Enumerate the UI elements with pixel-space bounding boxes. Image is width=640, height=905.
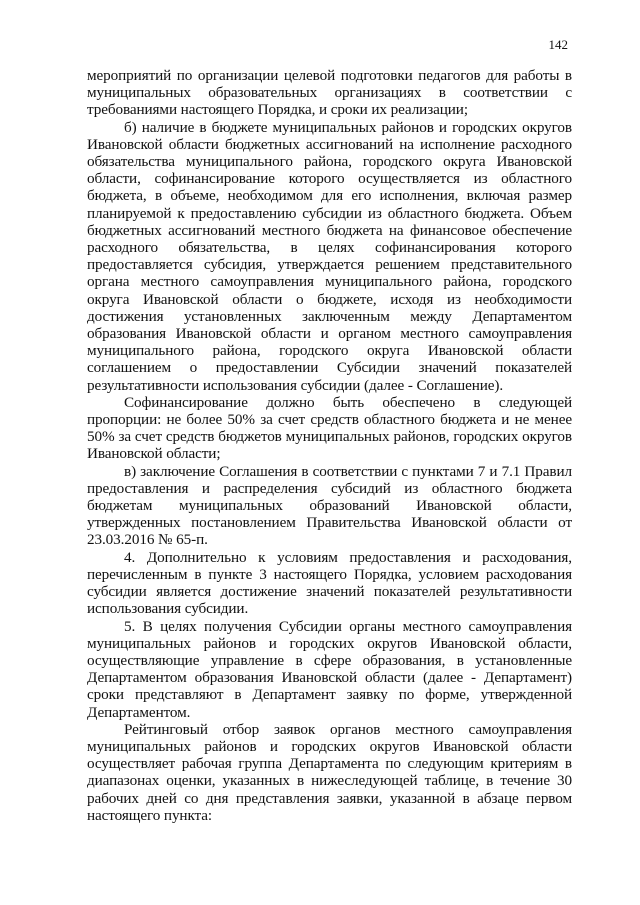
paragraph-cofinancing: Софинансирование должно быть обеспечено в следующей пропорции: не более 50% за счет средств областного бюджета и не менее 50% за счет средств бюджетов муниципальных районов, городских округов Ивановской области; (87, 393, 572, 463)
paragraph-continuation: мероприятий по организации целевой подготовки педагогов для работы в муниципальных образовательных организациях в соответствии с требованиями настоящего Порядка, и сроки их реализации; (87, 67, 572, 119)
paragraph-point-4: 4. Дополнительно к условиям предоставления и расходования, перечисленным в пункте 3 настоящего Порядка, условием расходования субсидии является достижение значений показателей результативности использования субсидии. (87, 548, 572, 618)
paragraph-rating-selection: Рейтинговый отбор заявок органов местного самоуправления муниципальных районов и городских округов Ивановской области осуществляет рабочая группа Департамента по следующим критериям в диапазонах оценки, указанных в нижеследующей таблице, в течение 30 рабочих дней со дня представления заявки, указанной в абзаце первом настоящего пункта: (87, 720, 572, 824)
paragraph-item-v: в) заключение Соглашения в соответствии с пунктами 7 и 7.1 Правил предоставления и распределения субсидий из областного бюджета бюджетам муниципальных образований Ивановской области, утвержденных постановлением Правительства Ивановской области от 23.03.2016 № 65-п. (87, 462, 572, 549)
paragraph-point-5: 5. В целях получения Субсидии органы местного самоуправления муниципальных районов и городских округов Ивановской области, осуществляющие управление в сфере образования, в установленные Департаментом образования Ивановской области (далее - Департамент) сроки представляют в Департамент заявку по форме, утвержденной Департаментом. (87, 617, 572, 721)
paragraph-item-b: б) наличие в бюджете муниципальных районов и городских округов Ивановской области бюджетных ассигнований на исполнение расходного обязательства муниципального района, городского округа Ивановской области, софинансирование которого осуществляется из областного бюджета, в объеме, необходимом для его исполнения, включая размер планируемой к предоставлению субсидии из областного бюджета. Объем бюджетных ассигнований местного бюджета на финансовое обеспечение расходного обязательства, в целях софинансирования которого предоставляется субсидия, утверждается решением представительного органа местного самоуправления муниципального района, городского округа Ивановской области о бюджете, исходя из необходимости достижения установленных заключенным между Департаментом образования Ивановской области и органом местного самоуправления муниципального района, городского округа Ивановской области соглашением о предоставлении Субсидии значений показателей результативности использования субсидии (далее - Соглашение). (87, 118, 572, 394)
page-number: 142 (548, 37, 568, 52)
document-body (87, 67, 572, 824)
